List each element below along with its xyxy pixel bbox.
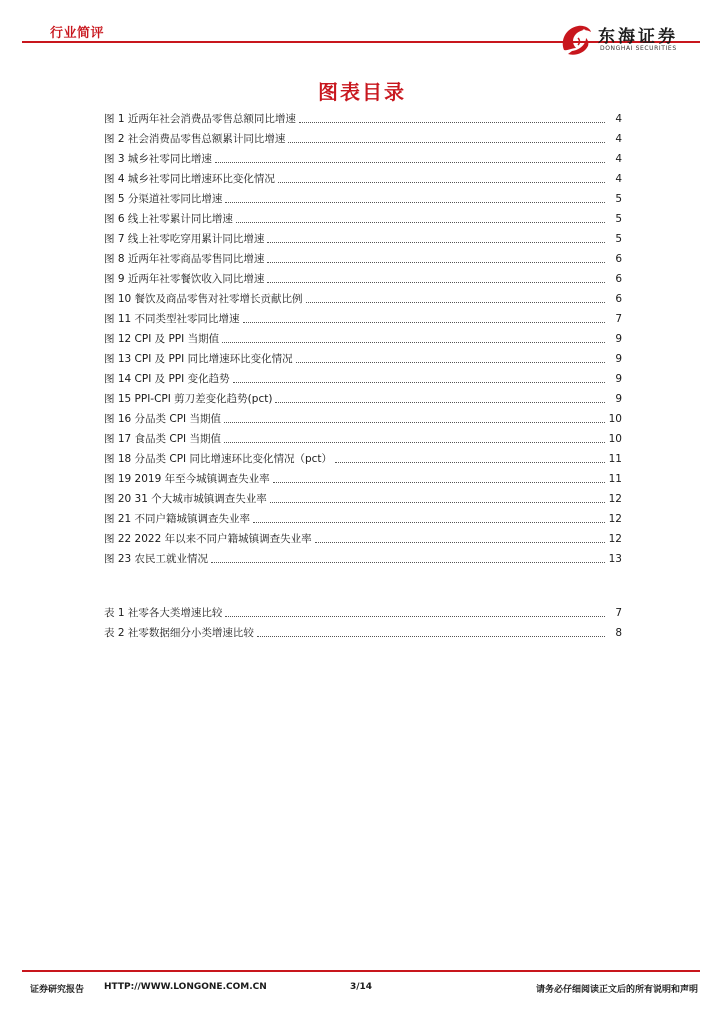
figure-entry-page-number: 4	[615, 113, 622, 125]
figure-entry-label: 图 5 分渠道社零同比增速	[104, 193, 223, 205]
figure-entry[interactable]	[104, 366, 622, 386]
figure-entry-label: 图 11 不同类型社零同比增速	[104, 313, 240, 325]
figure-entry-page-number: 5	[615, 193, 622, 205]
dot-leader	[270, 501, 605, 503]
figure-entry-label: 图 8 近两年社零商品零售同比增速	[104, 253, 265, 265]
figure-entry-label: 图 9 近两年社零餐饮收入同比增速	[104, 273, 265, 285]
figure-entry-label: 图 14 CPI 及 PPI 变化趋势	[104, 373, 230, 385]
figure-entry-label: 图 22 2022 年以来不同户籍城镇调查失业率	[104, 533, 312, 545]
figure-entry-page-number: 4	[615, 173, 622, 185]
figure-entry-page-number: 5	[615, 233, 622, 245]
figure-entry[interactable]	[104, 346, 622, 366]
figure-entry[interactable]	[104, 226, 622, 246]
toc-title: 图表目录	[318, 80, 406, 104]
company-logo	[558, 20, 708, 60]
table-entry[interactable]	[104, 620, 622, 640]
figure-entry-page-number: 4	[615, 133, 622, 145]
figure-entry-label: 图 18 分品类 CPI 同比增速环比变化情况（pct）	[104, 453, 333, 465]
dot-leader	[278, 181, 605, 183]
dot-leader	[267, 241, 605, 243]
figure-entry-label: 图 17 食品类 CPI 当期值	[104, 433, 221, 445]
figure-list	[104, 106, 622, 566]
figure-entry-page-number: 9	[615, 333, 622, 345]
dot-leader	[296, 361, 605, 363]
figure-entry[interactable]	[104, 386, 622, 406]
table-entry[interactable]	[104, 600, 622, 620]
figure-entry-label: 图 16 分品类 CPI 当期值	[104, 413, 221, 425]
figure-entry-page-number: 6	[615, 273, 622, 285]
dot-leader	[306, 301, 605, 303]
figure-entry[interactable]	[104, 446, 622, 466]
figure-entry[interactable]	[104, 106, 622, 126]
figure-entry[interactable]	[104, 506, 622, 526]
footer-url[interactable]: HTTP://WWW.LONGONE.COM.CN	[104, 982, 267, 992]
figure-entry-page-number: 10	[608, 413, 622, 425]
dot-leader	[315, 541, 605, 543]
figure-entry-page-number: 4	[615, 153, 622, 165]
dot-leader	[299, 121, 605, 123]
footer-disclaimer: 请务必仔细阅读正文后的所有说明和声明	[535, 985, 698, 995]
figure-entry[interactable]	[104, 426, 622, 446]
figure-entry-label: 图 15 PPI-CPI 剪刀差变化趋势(pct)	[104, 393, 273, 405]
table-entry-page-number: 8	[615, 627, 622, 639]
dot-leader	[267, 261, 605, 263]
figure-entry[interactable]	[104, 126, 622, 146]
figure-entry[interactable]	[104, 306, 622, 326]
dot-leader	[225, 615, 605, 617]
figure-entry-page-number: 11	[608, 453, 622, 465]
section-label: 行业简评	[50, 26, 105, 41]
figure-entry[interactable]	[104, 186, 622, 206]
figure-entry-label: 图 20 31 个大城市城镇调查失业率	[104, 493, 267, 505]
figure-entry[interactable]	[104, 326, 622, 346]
figure-entry-page-number: 9	[615, 393, 622, 405]
dragon-logo-icon	[558, 20, 594, 58]
dot-leader	[257, 635, 605, 637]
figure-entry-label: 图 7 线上社零吃穿用累计同比增速	[104, 233, 265, 245]
figure-entry[interactable]	[104, 266, 622, 286]
figure-entry[interactable]	[104, 206, 622, 226]
dot-leader	[236, 221, 605, 223]
figure-entry-label: 图 23 农民工就业情况	[104, 553, 209, 565]
dot-leader	[224, 441, 605, 443]
dot-leader	[275, 401, 605, 403]
figure-entry-page-number: 12	[608, 533, 622, 545]
dot-leader	[224, 421, 605, 423]
figure-entry-page-number: 9	[615, 353, 622, 365]
dot-leader	[267, 281, 605, 283]
figure-entry-page-number: 10	[608, 433, 622, 445]
figure-entry-label: 图 6 线上社零累计同比增速	[104, 213, 233, 225]
dot-leader	[335, 461, 605, 463]
dot-leader	[211, 561, 605, 563]
figure-entry-label: 图 12 CPI 及 PPI 当期值	[104, 333, 220, 345]
page-indicator: 3/14	[350, 982, 373, 992]
figure-entry[interactable]	[104, 406, 622, 426]
figure-entry[interactable]	[104, 286, 622, 306]
figure-entry-page-number: 12	[608, 493, 622, 505]
dot-leader	[253, 521, 605, 523]
figure-entry-label: 图 4 城乡社零同比增速环比变化情况	[104, 173, 275, 185]
figure-entry-page-number: 5	[615, 213, 622, 225]
figure-entry-page-number: 12	[608, 513, 622, 525]
dot-leader	[215, 161, 605, 163]
figure-entry[interactable]	[104, 486, 622, 506]
figure-entry-label: 图 3 城乡社零同比增速	[104, 153, 212, 165]
figure-entry[interactable]	[104, 466, 622, 486]
table-entry-page-number: 7	[615, 607, 622, 619]
figure-entry-page-number: 11	[608, 473, 622, 485]
figure-entry[interactable]	[104, 546, 622, 566]
figure-entry-label: 图 13 CPI 及 PPI 同比增速环比变化情况	[104, 353, 293, 365]
dot-leader	[288, 141, 605, 143]
table-list	[104, 600, 622, 640]
dot-leader	[243, 321, 605, 323]
table-entry-label: 表 1 社零各大类增速比较	[104, 607, 223, 619]
figure-entry[interactable]	[104, 146, 622, 166]
figure-entry-label: 图 1 近两年社会消费品零售总额同比增速	[104, 113, 296, 125]
figure-entry-page-number: 9	[615, 373, 622, 385]
figure-entry[interactable]	[104, 246, 622, 266]
figure-entry-label: 图 2 社会消费品零售总额累计同比增速	[104, 133, 286, 145]
figure-entry-page-number: 13	[608, 553, 622, 565]
figure-entry-label: 图 19 2019 年至今城镇调查失业率	[104, 473, 270, 485]
figure-entry-page-number: 6	[615, 293, 622, 305]
footer-report-type: 证券研究报告	[30, 985, 85, 995]
figure-entry-page-number: 7	[615, 313, 622, 325]
figure-entry-label: 图 21 不同户籍城镇调查失业率	[104, 513, 251, 525]
dot-leader	[273, 481, 605, 483]
logo-english-name: DONGHAI SECURITIES	[600, 45, 677, 52]
figure-entry[interactable]	[104, 526, 622, 546]
figure-entry-label: 图 10 餐饮及商品零售对社零增长贡献比例	[104, 293, 303, 305]
figure-entry[interactable]	[104, 166, 622, 186]
table-entry-label: 表 2 社零数据细分小类增速比较	[104, 627, 254, 639]
footer-divider	[22, 970, 700, 972]
figure-entry-page-number: 6	[615, 253, 622, 265]
dot-leader	[222, 341, 605, 343]
logo-chinese-name: 东海证券	[598, 27, 678, 47]
dot-leader	[225, 201, 605, 203]
dot-leader	[233, 381, 605, 383]
